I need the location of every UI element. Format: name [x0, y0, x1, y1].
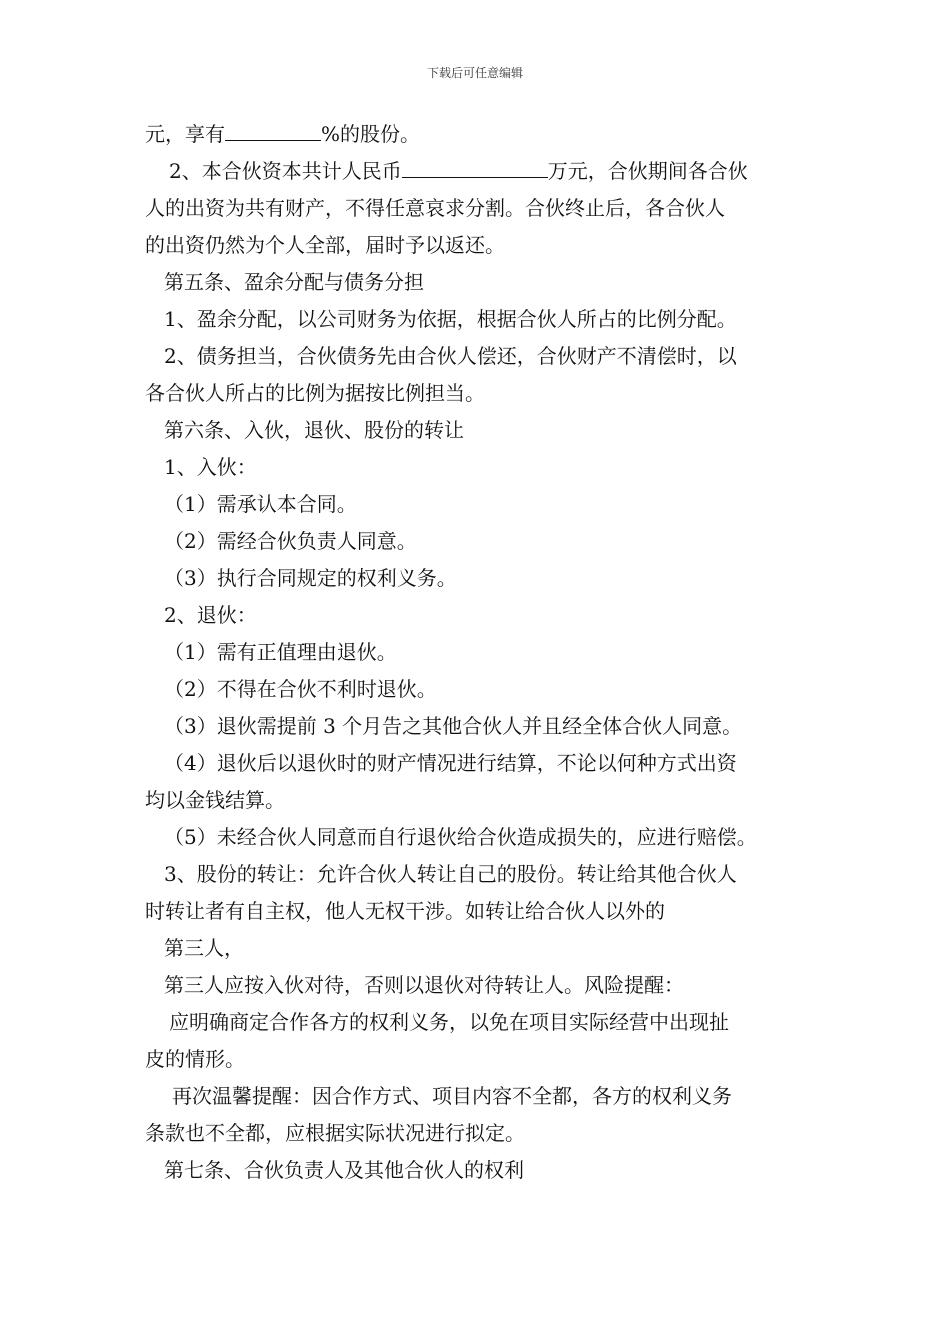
section-heading: 第五条、盈余分配与债务分担 [164, 270, 424, 294]
text-line: 第三人应按入伙对待，否则以退伙对待转让人。风险提醒： [164, 973, 684, 997]
page-header: 下载后可任意编辑 [426, 66, 523, 80]
text-line: 1、入伙： [164, 455, 257, 479]
text-line: 2、债务担当，合伙债务先由合伙人偿还，合伙财产不清偿时，以 [164, 344, 737, 368]
list-item: （2）需经合伙负责人同意。 [164, 529, 417, 553]
share-percent-blank [225, 118, 321, 141]
document-body [145, 116, 813, 1189]
text-line: 2、退伙： [164, 603, 257, 627]
text-line: 人的出资为共有财产，不得任意哀求分割。合伙终止后，各合伙人 [145, 196, 725, 220]
text-fragment: 2、本合伙资本共计人民币 [169, 159, 402, 183]
text-line: 均以金钱结算。 [145, 788, 285, 812]
capital-amount-blank [402, 155, 548, 178]
text-line: 第三人， [164, 936, 244, 960]
text-fragment: %的股份。 [321, 122, 421, 146]
text-line: 再次温馨提醒：因合作方式、项目内容不全都，各方的权利义务 [172, 1084, 732, 1108]
text-line: 条款也不全都，应根据实际状况进行拟定。 [145, 1121, 525, 1145]
text-line: 3、股份的转让：允许合伙人转让自己的股份。转让给其他合伙人 [164, 862, 737, 886]
section-heading: 第六条、入伙，退伙、股份的转让 [164, 418, 464, 442]
text-line: 皮的情形。 [145, 1047, 245, 1071]
text-line [145, 116, 813, 153]
text-fragment: 元，享有 [145, 122, 225, 146]
text-line [145, 153, 813, 190]
list-item: （1）需有正值理由退伙。 [164, 640, 397, 664]
list-item: （3）退伙需提前 3 个月告之其他合伙人并且经全体合伙人同意。 [164, 714, 743, 738]
text-fragment: 万元，合伙期间各合伙 [547, 159, 748, 183]
list-item: （4）退伙后以退伙时的财产情况进行结算，不论以何种方式出资 [164, 751, 737, 775]
text-line: 应明确商定合作各方的权利义务，以免在项目实际经营中出现扯 [169, 1010, 729, 1034]
section-heading: 第七条、合伙负责人及其他合伙人的权利 [164, 1158, 524, 1182]
list-item: （5）未经合伙人同意而自行退伙给合伙造成损失的，应进行赔偿。 [164, 825, 757, 849]
text-line: 的出资仍然为个人全部，届时予以返还。 [145, 233, 505, 257]
list-item: （2）不得在合伙不利时退伙。 [164, 677, 437, 701]
list-item: （3）执行合同规定的权利义务。 [164, 566, 457, 590]
text-line: 时转让者有自主权，他人无权干涉。如转让给合伙人以外的 [145, 899, 665, 923]
text-line: 各合伙人所占的比例为据按比例担当。 [145, 381, 485, 405]
list-item: （1）需承认本合同。 [164, 492, 357, 516]
text-line: 1、盈余分配，以公司财务为依据，根据合伙人所占的比例分配。 [164, 307, 737, 331]
